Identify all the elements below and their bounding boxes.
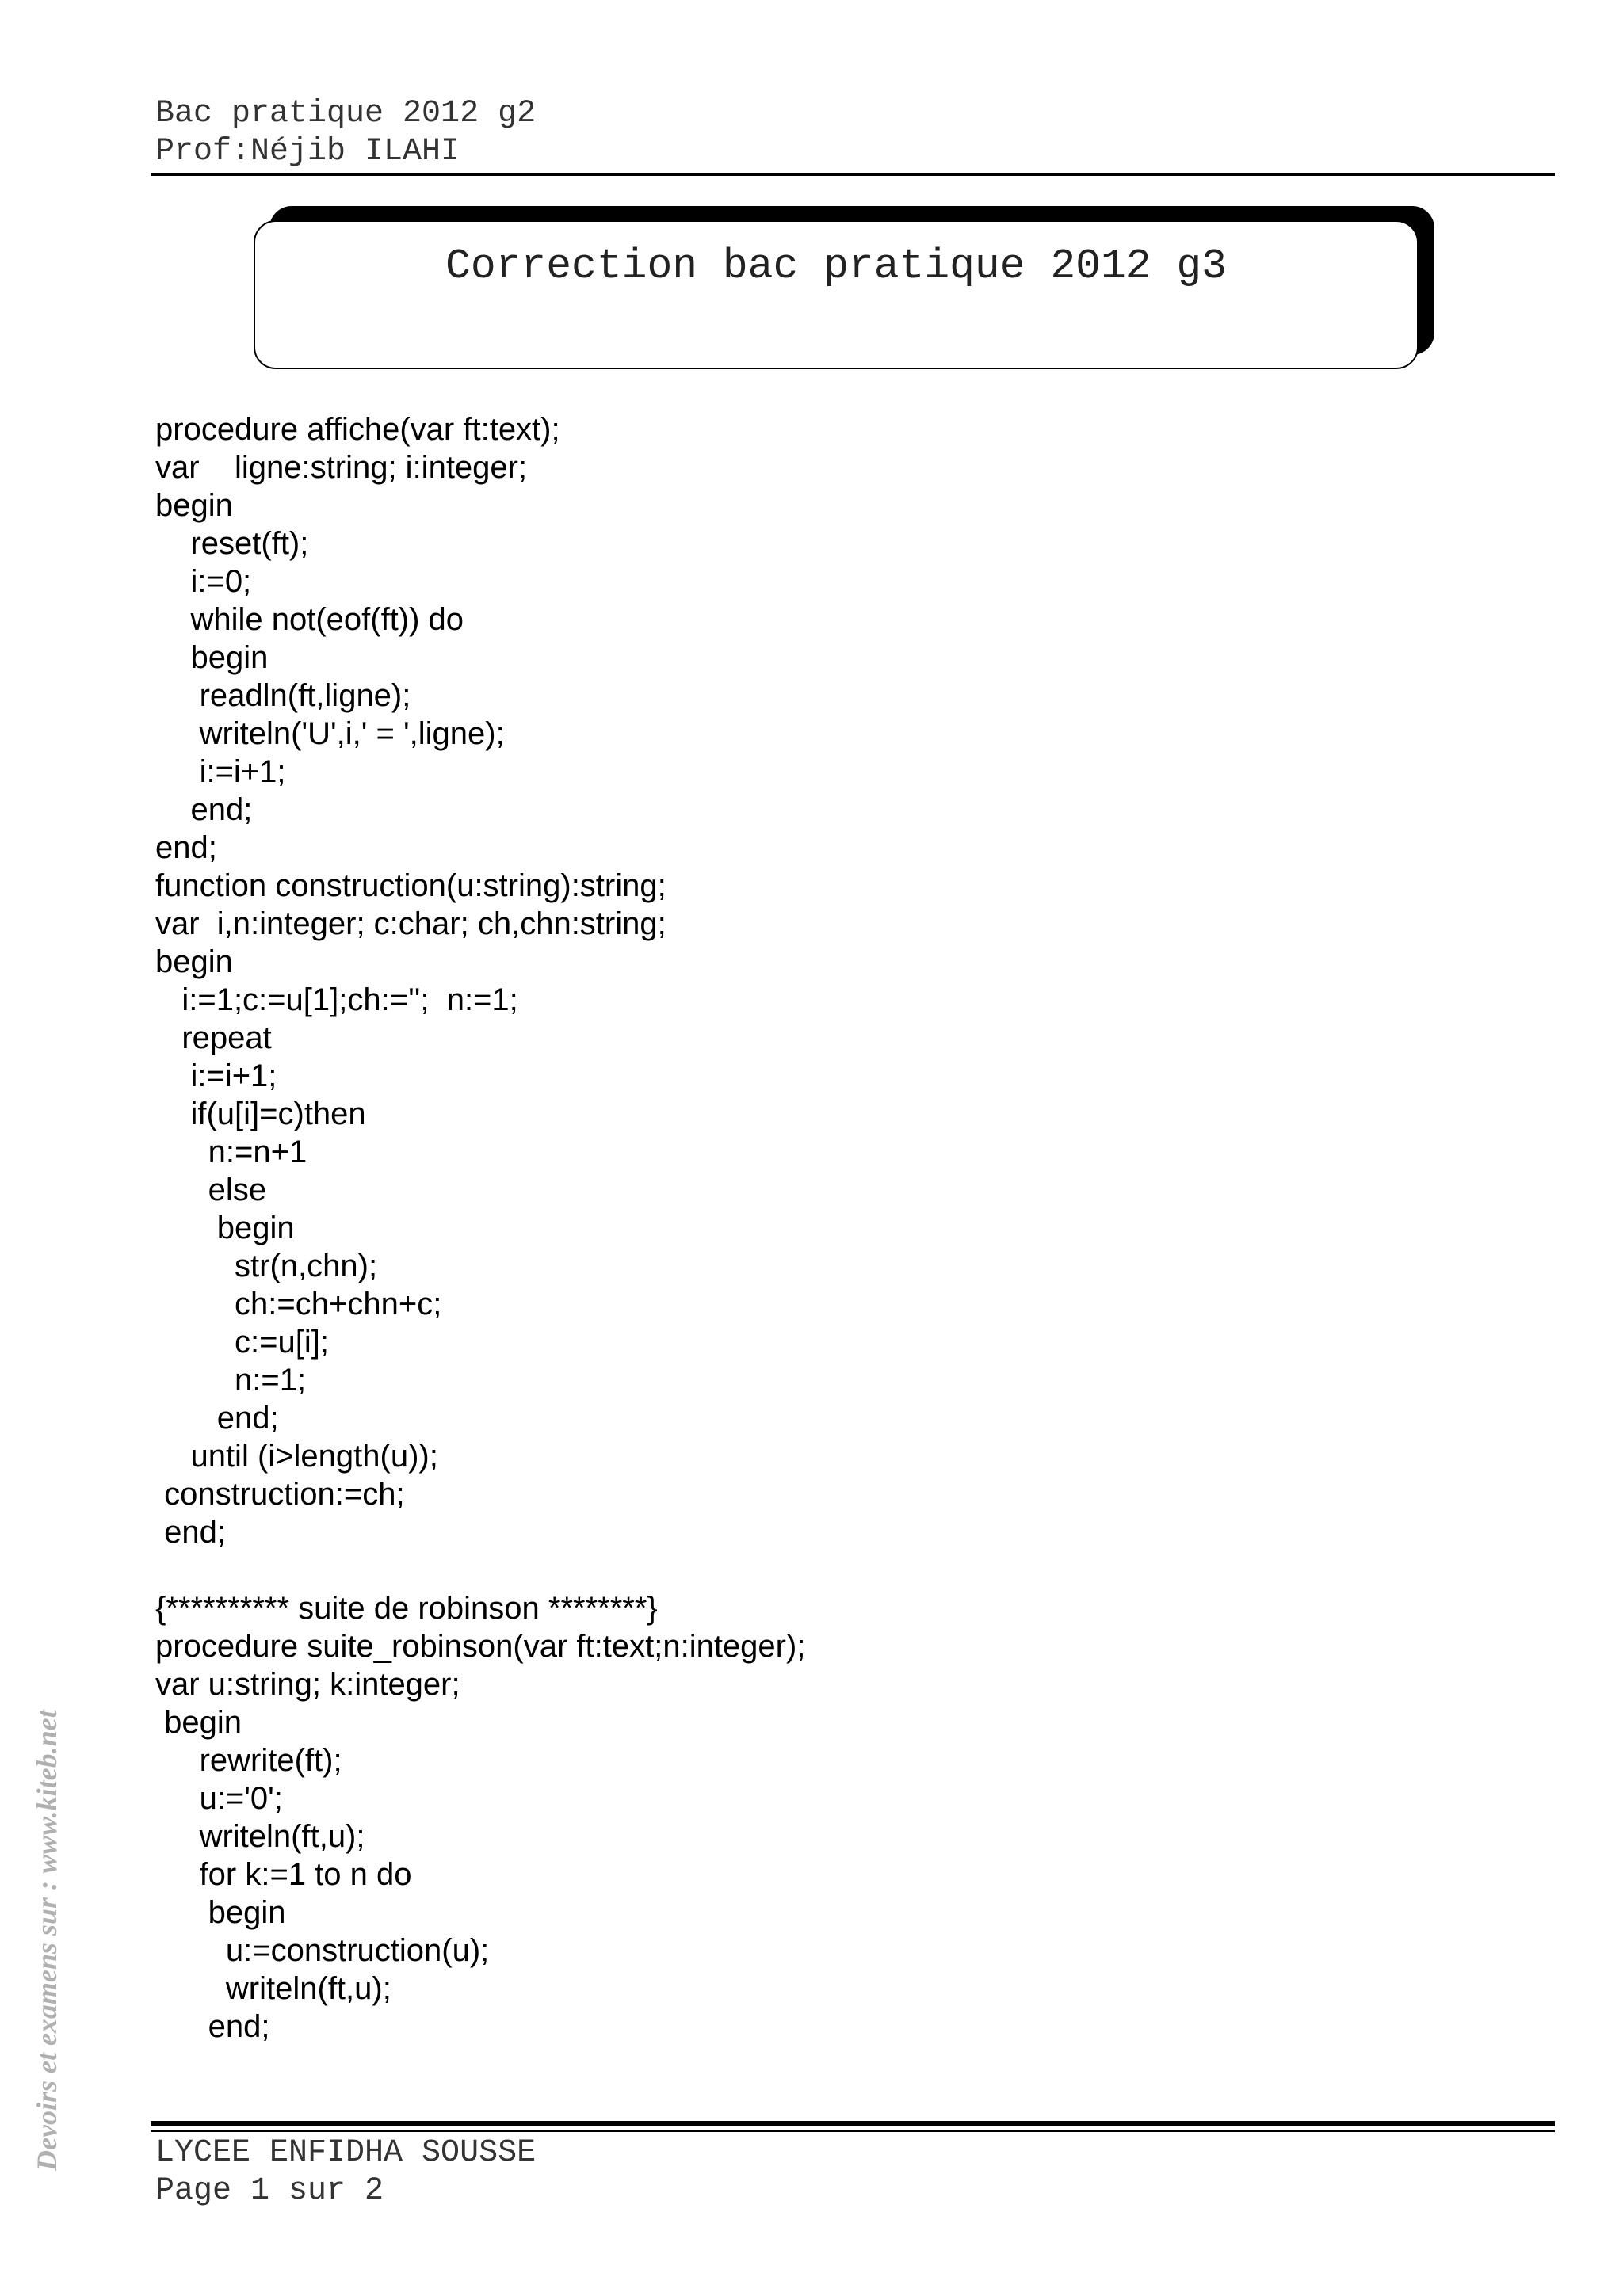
header-rule (151, 173, 1555, 176)
code-line: var i,n:integer; c:char; ch,chn:string; (155, 906, 666, 941)
page-header (155, 95, 536, 171)
title-box (254, 220, 1419, 369)
code-line: n:=n+1 (155, 1135, 307, 1169)
code-line: writeln('U',i,' = ',ligne); (155, 716, 505, 751)
code-line: procedure suite_robinson(var ft:text;n:integer); (155, 1629, 806, 1664)
page-footer (155, 2134, 536, 2210)
code-line: end; (155, 1401, 279, 1436)
code-line: u:='0'; (155, 1781, 283, 1816)
footer-rule-thick (151, 2121, 1555, 2126)
code-line: i:=0; (155, 564, 252, 599)
code-line: construction:=ch; (155, 1477, 405, 1512)
code-line: begin (155, 1705, 242, 1740)
code-line: str(n,chn); (155, 1249, 378, 1283)
watermark: Devoirs et examens sur : www.kiteb.net (31, 1710, 63, 2171)
code-line: function construction(u:string):string; (155, 868, 666, 903)
header-teacher: Prof:Néjib ILAHI (155, 134, 460, 170)
code-line: repeat (155, 1020, 272, 1055)
code-line: begin (155, 640, 269, 675)
code-line: n:=1; (155, 1363, 307, 1398)
footer-rule-thin (151, 2130, 1555, 2132)
code-line: reset(ft); (155, 526, 309, 561)
code-line: end; (155, 830, 217, 865)
code-line: i:=i+1; (155, 1058, 277, 1093)
code-line: for k:=1 to n do (155, 1857, 412, 1892)
code-line: c:=u[i]; (155, 1325, 329, 1360)
code-line: end; (155, 792, 253, 827)
code-line: {********** suite de robinson ********} (155, 1591, 658, 1626)
code-listing (155, 410, 805, 2046)
code-line: ch:=ch+chn+c; (155, 1287, 442, 1322)
page-title: Correction bac pratique 2012 g3 (445, 242, 1227, 290)
code-line: i:=i+1; (155, 754, 286, 789)
header-course: Bac pratique 2012 g2 (155, 96, 537, 132)
code-line: while not(eof(ft)) do (155, 602, 464, 637)
code-line: u:=construction(u); (155, 1933, 490, 1968)
code-line: begin (155, 944, 233, 979)
code-line (155, 1551, 805, 1589)
code-line: begin (155, 1211, 295, 1245)
code-line: writeln(ft,u); (155, 1819, 365, 1854)
code-line: until (i>length(u)); (155, 1439, 438, 1474)
code-line: end; (155, 2009, 270, 2044)
footer-school: LYCEE ENFIDHA SOUSSE (155, 2135, 537, 2171)
code-line: var u:string; k:integer; (155, 1667, 460, 1702)
code-line: rewrite(ft); (155, 1743, 342, 1778)
code-line: procedure affiche(var ft:text); (155, 412, 560, 447)
code-line: readln(ft,ligne); (155, 678, 411, 713)
code-line: end; (155, 1515, 226, 1550)
code-line: begin (155, 1895, 286, 1930)
code-line: else (155, 1173, 267, 1207)
code-line: writeln(ft,u); (155, 1971, 391, 2006)
code-line: var ligne:string; i:integer; (155, 450, 528, 485)
footer-page-number: Page 1 sur 2 (155, 2173, 384, 2209)
code-line: begin (155, 488, 233, 523)
code-line: if(u[i]=c)then (155, 1097, 366, 1131)
code-line: i:=1;c:=u[1];ch:=''; n:=1; (155, 982, 518, 1017)
